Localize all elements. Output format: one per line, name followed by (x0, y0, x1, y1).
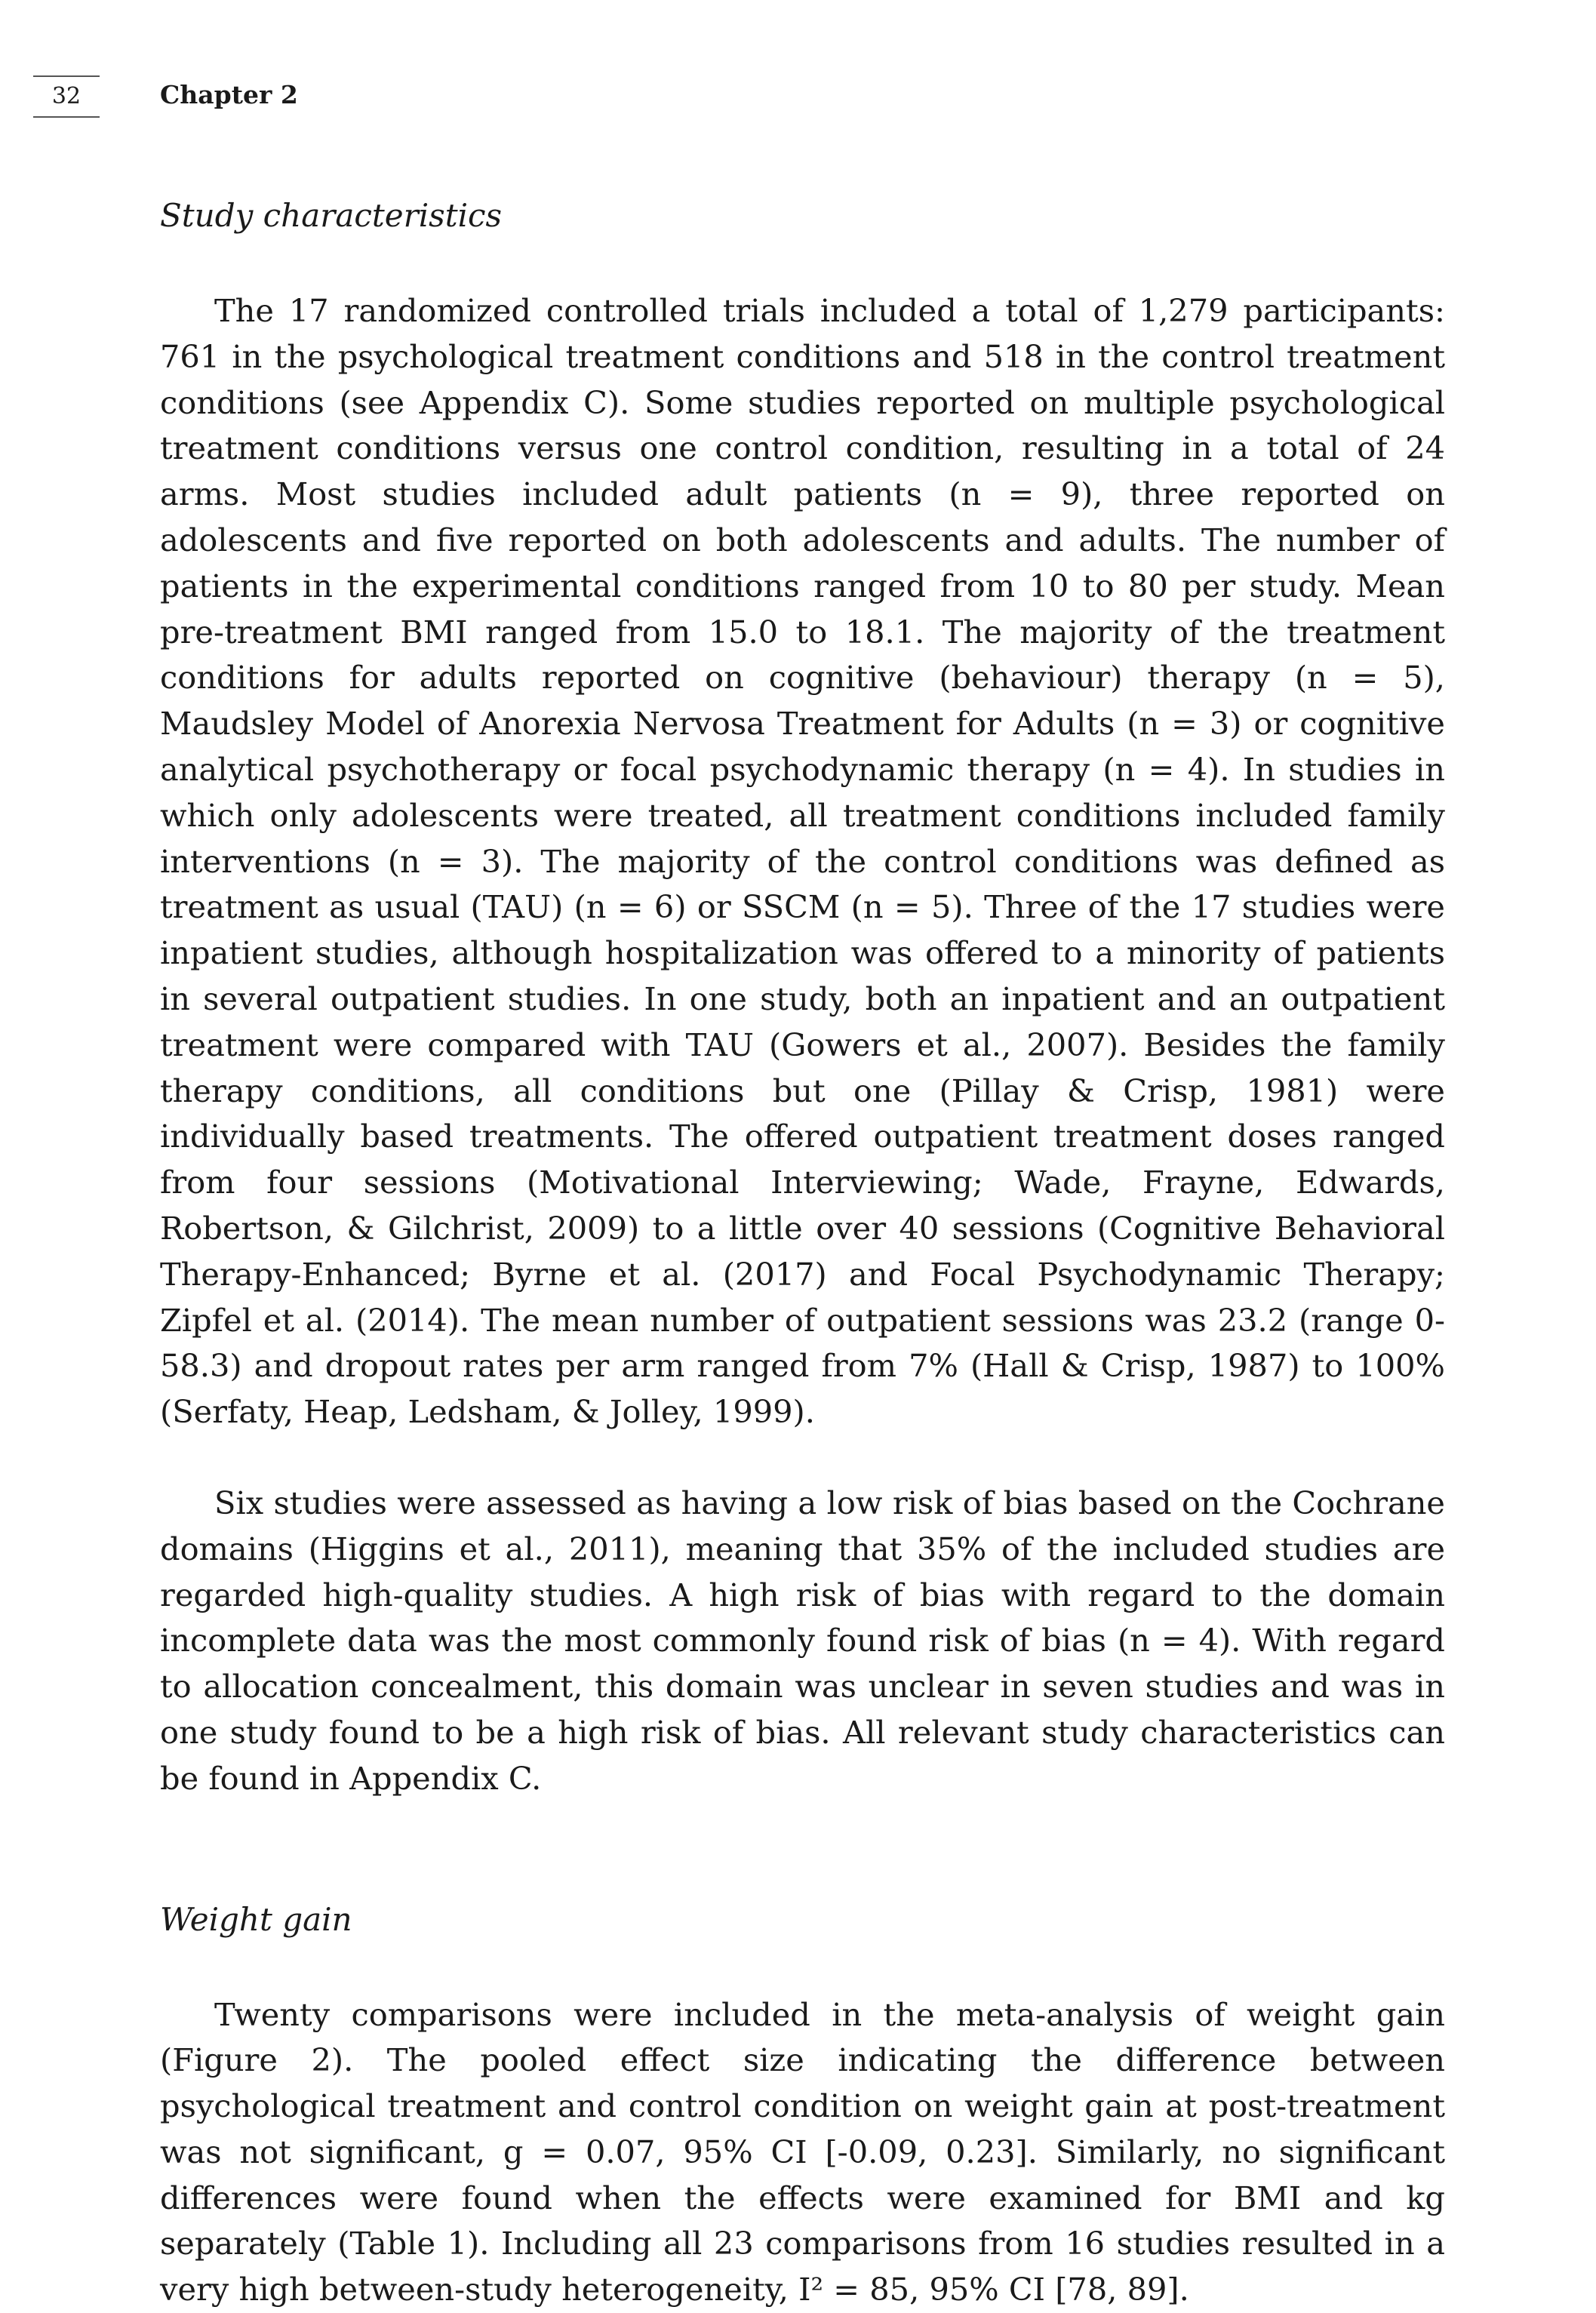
paragraph-weight-gain-1: Twenty comparisons were included in the meta-analysis of weight gain (Figure 2). The pooled effect size indicating the difference between psychological treatment and control condition on weight gain at post-treatment was not significant, g = 0.07, 95% CI [-0.09, 0.23]. Similarly, no significant differences were found when the effects were examined for BMI and kg separately (Table 1). Including all 23 comparisons from 16 studies resulted in a very high between-study heterogeneity, I² = 85, 95% CI [78, 89]. (160, 1992, 1445, 2313)
running-head: Chapter 2 (160, 80, 298, 109)
page-number: 32 (33, 75, 100, 118)
paragraph-study-characteristics-1: The 17 randomized controlled trials included a total of 1,279 participants: 761 in the psychological treatment conditions and 518 in the control treatment conditions (see Appendix C). Some studies reported on multiple psychological treatment conditions versus one control condition, resulting in a total of 24 arms. Most studies included adult patients (n = 9), three reported on adolescents and five reported on both adolescents and adults. The number of patients in the experimental conditions ranged from 10 to 80 per study. Mean pre-treatment BMI ranged from 15.0 to 18.1. The majority of the treatment conditions for adults reported on cognitive (behaviour) therapy (n = 5), Maudsley Model of Anorexia Nervosa Treatment for Adults (n = 3) or cognitive analytical psychotherapy or focal psychodynamic therapy (n = 4). In studies in which only adolescents were treated, all treatment conditions included family interventions (n = 3). The majority of the control conditions was defined as treatment as usual (TAU) (n = 6) or SSCM (n = 5). Three of the 17 studies were inpatient studies, although hospitalization was offered to a minority of patients in several outpatient studies. In one study, both an inpatient and an outpatient treatment were compared with TAU (Gowers et al., 2007). Besides the family therapy conditions, all conditions but one (Pillay & Crisp, 1981) were individually based treatments. The offered outpatient treatment doses ranged from four sessions (Motivational Interviewing; Wade, Frayne, Edwards, Robertson, & Gilchrist, 2009) to a little over 40 sessions (Cognitive Behavioral Therapy-Enhanced; Byrne et al. (2017) and Focal Psychodynamic Therapy; Zipfel et al. (2014). The mean number of outpatient sessions was 23.2 (range 0-58.3) and dropout rates per arm ranged from 7% (Hall & Crisp, 1987) to 100% (Serfaty, Heap, Ledsham, & Jolley, 1999). (160, 288, 1445, 1435)
body-text (160, 193, 1445, 2313)
paragraph-study-characteristics-2: Six studies were assessed as having a low risk of bias based on the Cochrane domains (Higgins et al., 2011), meaning that 35% of the included studies are regarded high-quality studies. A high risk of bias with regard to the domain incomplete data was the most commonly found risk of bias (n = 4). With regard to allocation concealment, this domain was unclear in seven studies and was in one study found to be a high risk of bias. All relevant study characteristics can be found in Appendix C. (160, 1481, 1445, 1802)
section-heading-weight-gain: Weight gain (160, 1897, 1445, 1942)
section-heading-study-characteristics: Study characteristics (160, 193, 1445, 238)
